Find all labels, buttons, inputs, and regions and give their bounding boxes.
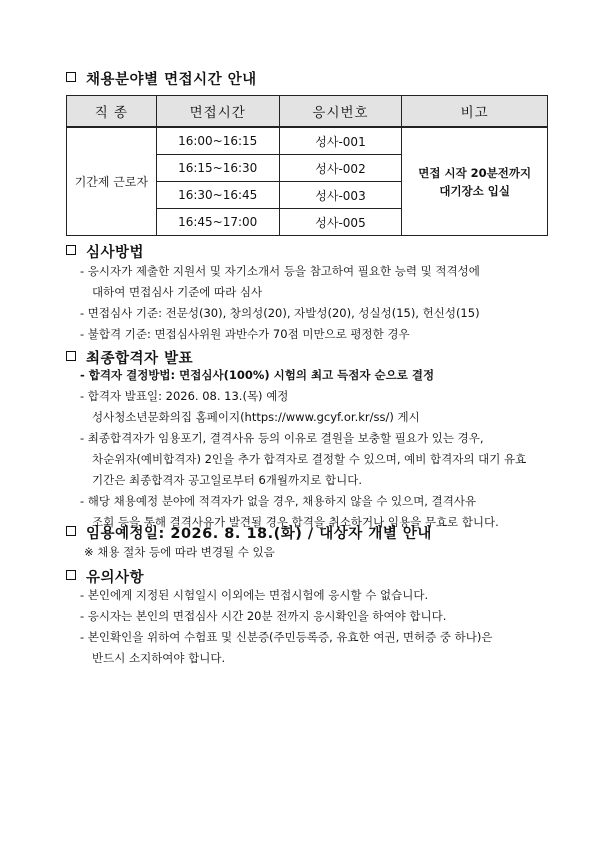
method-line: - 응시자가 제출한 지원서 및 자기소개서 등을 참고하여 필요한 능력 및 적격성에 [80, 264, 480, 278]
caution-heading [66, 566, 144, 587]
final-heading [66, 347, 193, 368]
header-applicant-number: 응시번호 [279, 96, 402, 128]
number-cell: 성사-003 [279, 182, 402, 209]
header-job-type: 직 종 [67, 96, 157, 128]
checkbox-bullet-icon [66, 570, 76, 580]
appointment-note: ※ 채용 절차 등에 따라 변경될 수 있음 [84, 545, 275, 559]
method-line: - 면접심사 기준: 전문성(30), 창의성(20), 자발성(20), 성실성(15), 헌신성(15) [80, 306, 480, 320]
method-title: 심사방법 [86, 245, 145, 261]
time-cell: 16:45~17:00 [156, 209, 279, 236]
method-line: 대하여 면접심사 기준에 따라 심사 [92, 285, 263, 299]
table-row [67, 127, 548, 155]
method-line: - 불합격 기준: 면접심사위원 과반수가 70점 미만으로 평정한 경우 [80, 327, 410, 341]
final-line: - 최종합격자가 임용포기, 결격사유 등의 이유로 결원을 보충할 필요가 있는 경우, [80, 431, 484, 445]
checkbox-bullet-icon [66, 72, 76, 82]
time-cell: 16:00~16:15 [156, 127, 279, 155]
checkbox-bullet-icon [66, 526, 76, 536]
remarks-cell [402, 127, 548, 236]
caution-title: 유의사항 [86, 570, 145, 586]
number-cell: 성사-001 [279, 127, 402, 155]
final-line: - 합격자 발표일: 2026. 08. 13.(목) 예정 [80, 389, 289, 403]
caution-line: - 본인에게 지정된 시험일시 이외에는 면접시험에 응시할 수 없습니다. [80, 588, 429, 602]
final-title: 최종합격자 발표 [86, 351, 194, 367]
appointment-title: 임용예정일: 2026. 8. 18.(화) / 대상자 개별 안내 [86, 526, 432, 542]
final-line: - 해당 채용예정 분야에 적격자가 없을 경우, 채용하지 않을 수 있으며, 결격사유 [80, 494, 477, 508]
schedule-title: 채용분야별 면접시간 안내 [86, 72, 257, 88]
time-cell: 16:30~16:45 [156, 182, 279, 209]
checkbox-bullet-icon [66, 245, 76, 255]
final-line: 기간은 최종합격자 공고일로부터 6개월까지로 합니다. [92, 473, 362, 487]
remarks-line: 면접 시작 20분전까지 [418, 165, 532, 180]
header-interview-time: 면접시간 [156, 96, 279, 128]
checkbox-bullet-icon [66, 351, 76, 361]
job-type-cell: 기간제 근로자 [67, 127, 157, 236]
final-line: - 합격자 결정방법: 면접심사(100%) 시험의 최고 득점자 순으로 결정 [80, 368, 435, 382]
time-cell: 16:15~16:30 [156, 155, 279, 182]
method-heading [66, 241, 144, 262]
remarks-line: 대기장소 입실 [439, 183, 511, 198]
caution-line: 반드시 소지하여야 합니다. [92, 651, 226, 665]
final-line: 조회 등을 통해 결격사유가 발견될 경우 합격을 취소하거나 임용을 무효로 합니다. [92, 515, 499, 529]
number-cell: 성사-005 [279, 209, 402, 236]
final-line: 성사청소년문화의집 홈페이지(https://www.gcyf.or.kr/ss/) 게시 [92, 410, 420, 424]
final-line: 차순위자(예비합격자) 2인을 추가 합격자로 결정할 수 있으며, 예비 합격자의 대기 유효 [92, 452, 527, 466]
appointment-heading [66, 522, 432, 543]
interview-schedule-table [66, 95, 548, 236]
caution-line: - 응시자는 본인의 면접심사 시간 20분 전까지 응시확인을 하여야 합니다. [80, 609, 447, 623]
header-remarks: 비고 [402, 96, 548, 128]
caution-line: - 본인확인을 위하여 수험표 및 신분증(주민등록증, 유효한 여권, 면허증 중 하나)은 [80, 630, 493, 644]
number-cell: 성사-002 [279, 155, 402, 182]
table-header-row [67, 96, 548, 128]
schedule-heading [66, 68, 257, 89]
